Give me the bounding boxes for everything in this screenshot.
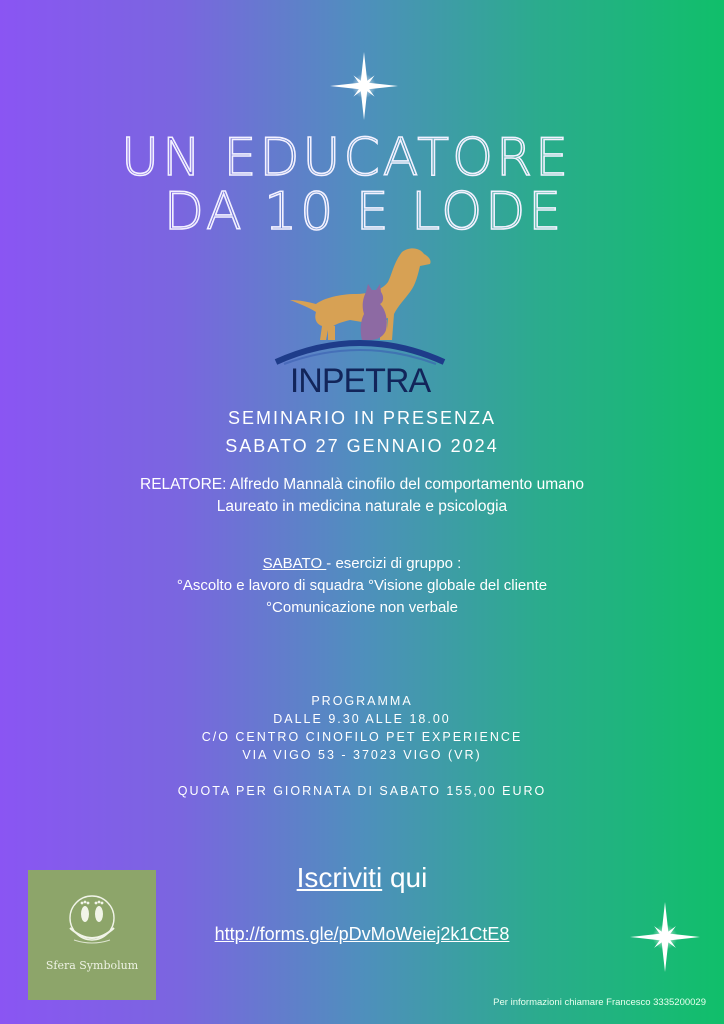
saturday-heading-rest: - esercizi di gruppo : bbox=[326, 555, 462, 572]
seminar-type: SEMINARIO IN PRESENZA bbox=[227, 408, 497, 428]
footprints-hands-icon bbox=[62, 888, 122, 952]
sfera-symbolum-logo bbox=[28, 870, 156, 1000]
poster-title-line1: UN EDUCATORE bbox=[121, 128, 571, 188]
saturday-heading bbox=[0, 553, 724, 575]
speaker-info bbox=[0, 474, 724, 518]
program-venue: C/O CENTRO CINOFILO PET EXPERIENCE bbox=[201, 730, 523, 744]
saturday-activity-line: °Ascolto e lavoro di squadra °Visione globale del cliente bbox=[176, 577, 548, 594]
seminar-date: SABATO 27 GENNAIO 2024 bbox=[225, 436, 499, 456]
speaker-line: RELATORE: Alfredo Mannalà cinofilo del comportamento umano bbox=[140, 476, 584, 493]
contact-footer: Per informazioni chiamare Francesco 3335200029 bbox=[493, 997, 706, 1008]
inpetra-brand-name: INPETRA bbox=[289, 362, 431, 400]
signup-url-link[interactable]: http://forms.gle/pDvMoWeiej2k1CtE8 bbox=[214, 924, 510, 944]
saturday-activity-line: °Comunicazione non verbale bbox=[266, 599, 458, 616]
program-details bbox=[0, 692, 724, 764]
poster-title-line2: DA 10 E LODE bbox=[163, 182, 565, 242]
signup-suffix: qui bbox=[382, 862, 428, 893]
speaker-degree: Laureato in medicina naturale e psicologia bbox=[216, 498, 508, 515]
price-info: QUOTA PER GIORNATA DI SABATO 155,00 EURO bbox=[177, 784, 547, 798]
saturday-label: SABATO bbox=[262, 555, 327, 572]
saturday-activities bbox=[0, 553, 724, 619]
program-heading: PROGRAMMA bbox=[311, 694, 413, 708]
program-time: DALLE 9.30 ALLE 18.00 bbox=[273, 712, 451, 726]
sfera-symbolum-name: Sfera Symbolum bbox=[45, 959, 139, 972]
signup-link[interactable]: Iscriviti bbox=[296, 862, 383, 893]
program-address: VIA VIGO 53 - 37023 VIGO (VR) bbox=[242, 748, 482, 762]
seminar-info bbox=[0, 404, 724, 460]
sparkle-star-icon bbox=[330, 52, 398, 120]
